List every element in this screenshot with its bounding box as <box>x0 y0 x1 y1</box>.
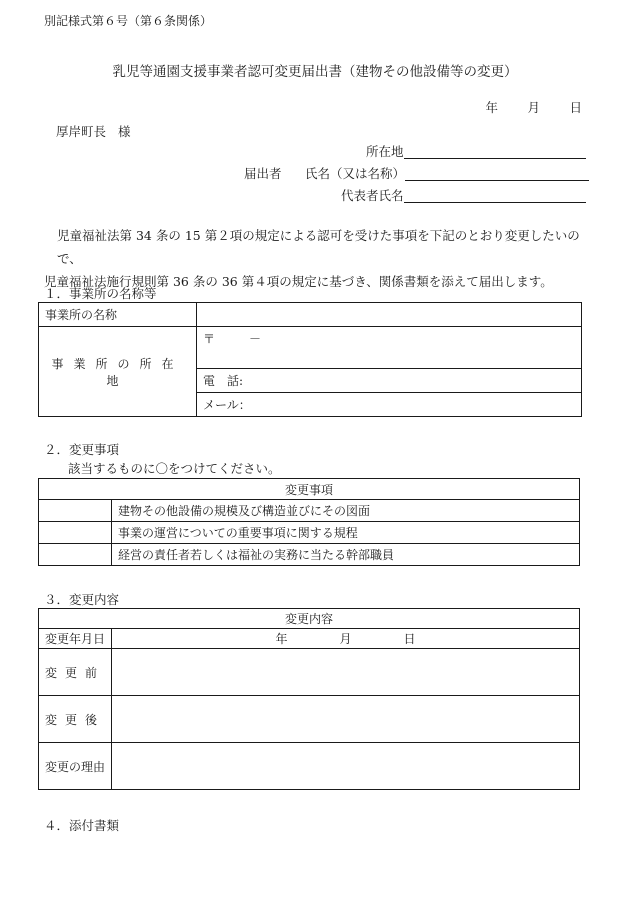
section2-instruction: 該当するものに〇をつけてください。 <box>68 461 281 476</box>
notifier-rep-row <box>341 186 586 204</box>
reason-label: 変更の理由 <box>39 743 112 790</box>
reason-field[interactable] <box>112 743 580 790</box>
change-details-table <box>38 608 580 790</box>
addressee-name: 厚岸町長 <box>56 124 107 139</box>
date-line <box>456 98 582 116</box>
body-line-1: 児童福祉法第 34 条の 15 第２項の規定による認可を受けた事項を下記のとおり変更したいので、 <box>57 228 580 266</box>
change-item-2: 事業の運営についての重要事項に関する規程 <box>112 522 580 544</box>
change-date-day: 日 <box>403 632 416 646</box>
section1-heading: １．事業所の名称等 <box>44 286 157 301</box>
mark-cell-1[interactable] <box>39 500 112 522</box>
notifier-label: 届出者 <box>244 166 282 181</box>
change-date-year: 年 <box>275 632 288 646</box>
address-label: 所在地 <box>366 144 404 159</box>
change-item-1: 建物その他設備の規模及び構造並びにその図面 <box>112 500 580 522</box>
postal-dash: － <box>249 332 262 346</box>
mark-cell-3[interactable] <box>39 544 112 566</box>
facility-table <box>38 302 582 417</box>
notifier-name-row <box>305 164 589 182</box>
body-text <box>44 224 604 293</box>
after-label: 変更後 <box>39 696 112 743</box>
date-day: 日 <box>569 100 582 115</box>
rep-label: 代表者氏名 <box>341 188 404 203</box>
notifier-address-row <box>366 142 586 160</box>
before-field[interactable] <box>112 649 580 696</box>
change-date-month: 月 <box>339 632 352 646</box>
mark-cell-2[interactable] <box>39 522 112 544</box>
rep-line[interactable] <box>404 188 586 203</box>
addressee-honorific: 様 <box>118 124 131 139</box>
address-line[interactable] <box>404 144 586 159</box>
facility-address-label: 事業所の所在地 <box>39 327 197 417</box>
name-label: 氏名（又は名称） <box>305 166 406 181</box>
date-year: 年 <box>485 100 499 115</box>
change-item-3: 経営の責任者若しくは福祉の実務に当たる幹部職員 <box>112 544 580 566</box>
change-details-header: 変更内容 <box>39 609 580 629</box>
body-line-2: 児童福祉法施行規則第 36 条の 36 第４項の規定に基づき、関係書類を添えて届出します。 <box>44 274 553 289</box>
facility-name-label: 事業所の名称 <box>39 303 197 327</box>
change-items-header: 変更事項 <box>39 479 580 500</box>
change-items-table <box>38 478 580 566</box>
change-date-label: 変更年月日 <box>39 629 112 649</box>
section2-heading: ２．変更事項 <box>44 442 120 457</box>
document-title: 乳児等通園支援事業者認可変更届出書（建物その他設備等の変更） <box>112 64 518 80</box>
date-month: 月 <box>527 100 541 115</box>
phone-field[interactable]: 電 話: <box>197 369 582 393</box>
postal-mark: 〒 <box>203 332 216 346</box>
before-label: 変更前 <box>39 649 112 696</box>
section4-heading: ４．添付書類 <box>44 818 120 833</box>
change-date-field[interactable] <box>112 629 580 649</box>
postal-address-field[interactable] <box>197 327 582 369</box>
name-line[interactable] <box>405 166 589 181</box>
after-field[interactable] <box>112 696 580 743</box>
facility-name-field[interactable] <box>197 303 582 327</box>
email-field[interactable]: メール： <box>197 393 582 417</box>
addressee <box>56 122 131 140</box>
form-code: 別記様式第６号（第６条関係） <box>44 14 213 28</box>
section3-heading: ３．変更内容 <box>44 592 120 607</box>
